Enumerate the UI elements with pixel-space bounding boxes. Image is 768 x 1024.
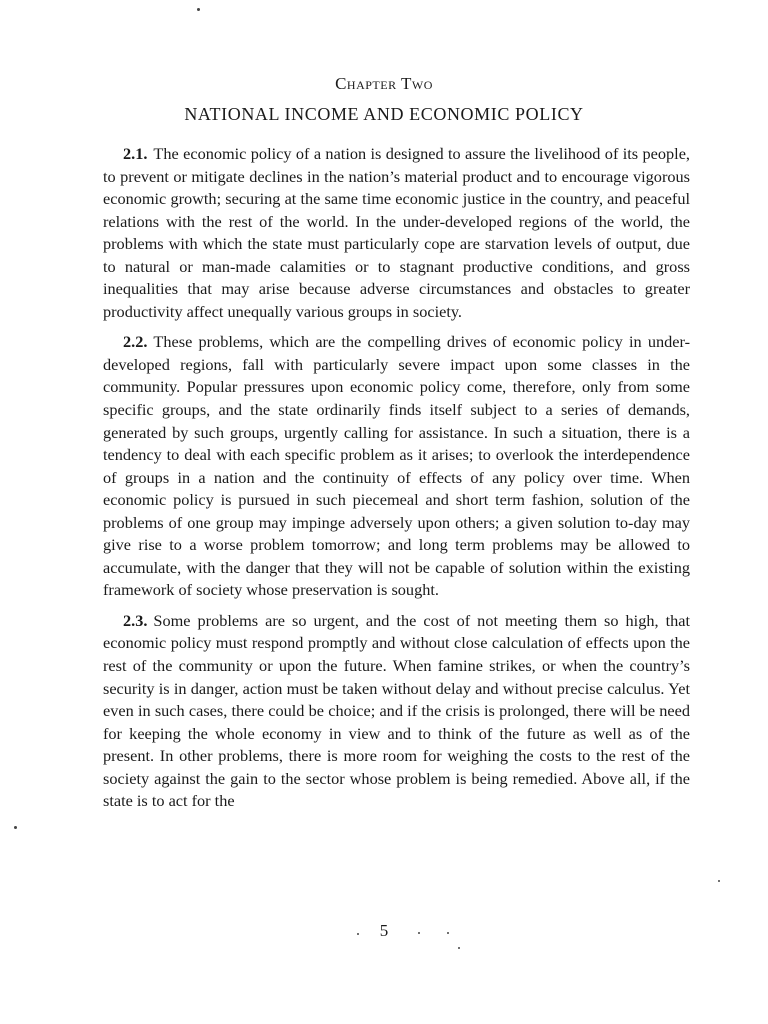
paragraph-2-1	[103, 143, 690, 323]
body-text	[103, 143, 690, 821]
scan-speck	[447, 932, 449, 934]
paragraph-number: 2.1.	[123, 144, 148, 163]
paragraph-number: 2.3.	[123, 610, 148, 630]
chapter-label: Chapter Two	[335, 74, 433, 93]
scan-speck	[418, 932, 420, 934]
paragraph-text: These problems, which are the compelling drives of economic policy in under-developed regions, fall with particularly severe impact upon some classes in the community. Popular pressures upon economic policy come, therefore, only from some specific groups, and the state ordinarily finds itself subject to a series of demands, generated by such groups, urgently calling for assistance. In such a situation, there is a tendency to deal with each specific problem as it arises; to overlook the interdependence of groups in a nation and the continuity of effects of any policy over time. When economic policy is pursued in such piecemeal and short term fashion, solution of the problems of one group may impinge adversely upon others; a given solution to-day may give rise to a worse problem tomorrow; and long term problems may be allowed to accumulate, with the danger that they will not be capable of solution within the existing framework of society whose preservation is sought.	[103, 332, 690, 600]
scan-speck	[197, 8, 200, 11]
paragraph-2-2	[103, 331, 690, 602]
scan-speck	[718, 880, 720, 882]
paragraph-text: Some problems are so urgent, and the cost of not meeting them so high, that economic policy must respond promptly and without close calculation of effects upon the rest of the community or upon the future. When famine strikes, or when the country’s security is in danger, action must be taken without delay and without precise calculus. Yet even in such cases, there could be choice; and if the crisis is prolonged, there will be need for keeping the whole economy in view and to think of the future as well as of the present. In other problems, there is more room for weighing the costs to the rest of the society against the gain to the sector whose problem is being remedied. Above all, if the state is to act for the	[103, 610, 690, 811]
scan-speck	[458, 947, 460, 949]
paragraph-text: The economic policy of a nation is designed to assure the livelihood of its people, to prevent or mitigate declines in the nation’s material product and to encourage vigorous economic growth; securing at the same time economic justice in the country, and peaceful relations with the rest of the world. In the under-developed regions of the world, the problems with which the state must particularly cope are starvation levels of output, due to natural or man-made calamities or to stagnant productive conditions, and gross inequalities that may arise because adverse circumstances and obstacles to greater productivity affect unequally various groups in society.	[103, 144, 690, 321]
page-number: 5	[379, 921, 389, 940]
chapter-title: NATIONAL INCOME AND ECONOMIC POLICY	[184, 104, 584, 124]
paragraph-number: 2.2.	[123, 332, 148, 352]
scan-speck	[14, 826, 17, 829]
scan-speck	[357, 933, 359, 935]
paragraph-2-3	[103, 610, 690, 813]
